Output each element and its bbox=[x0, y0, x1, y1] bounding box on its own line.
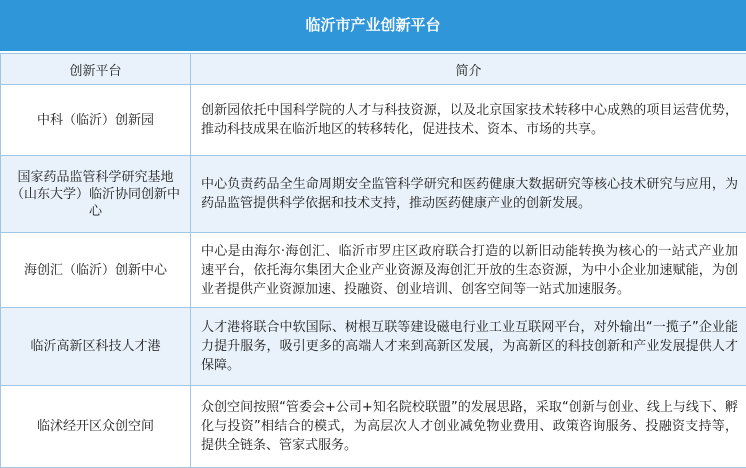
table-row bbox=[1, 308, 746, 386]
header-intro: 简介 bbox=[191, 54, 746, 85]
row-name: 临沂高新区科技人才港 bbox=[1, 308, 191, 386]
table-row bbox=[1, 156, 746, 233]
table-row bbox=[1, 233, 746, 308]
table-row bbox=[1, 85, 746, 156]
row-name: 中科（临沂）创新园 bbox=[1, 85, 191, 156]
table-title: 临沂市产业创新平台 bbox=[0, 0, 746, 53]
row-desc: 中心负责药品全生命周期安全监管科学研究和医药健康大数据研究等核心技术研究与应用，为药品监管提供科学依据和技术支持，推动医药健康产业的创新发展。 bbox=[191, 156, 746, 233]
row-name: 临沭经开区众创空间 bbox=[1, 386, 191, 468]
platform-table bbox=[0, 53, 746, 468]
header-row bbox=[1, 54, 746, 85]
row-desc: 创新园依托中国科学院的人才与科技资源，以及北京国家技术转移中心成熟的项目运营优势，推动科技成果在临沂地区的转移转化，促进技术、资本、市场的共享。 bbox=[191, 85, 746, 156]
row-name: 海创汇（临沂）创新中心 bbox=[1, 233, 191, 308]
header-platform: 创新平台 bbox=[1, 54, 191, 85]
row-name: 国家药品监管科学研究基地（山东大学）临沂协同创新中心 bbox=[1, 156, 191, 233]
row-desc: 众创空间按照“管委会+公司+知名院校联盟”的发展思路，采取“创新与创业、线上与线下、孵化与投资”相结合的模式，为高层次人才创业减免物业费用、政策咨询服务、投融资支持等，提供全链条、管家式服务。 bbox=[191, 386, 746, 468]
row-desc: 人才港将联合中软国际、树根互联等建设磁电行业工业互联网平台，对外输出“一揽子”企业能力提升服务，吸引更多的高端人才来到高新区发展，为高新区的科技创新和产业发展提供人才保障。 bbox=[191, 308, 746, 386]
row-desc: 中心是由海尔·海创汇、临沂市罗庄区政府联合打造的以新旧动能转换为核心的一站式产业加速平台，依托海尔集团大企业产业资源及海创汇开放的生态资源，为中小企业加速赋能，为创业者提供产业资源加速、投融资、创业培训、创客空间等一站式加速服务。 bbox=[191, 233, 746, 308]
table-row bbox=[1, 386, 746, 468]
